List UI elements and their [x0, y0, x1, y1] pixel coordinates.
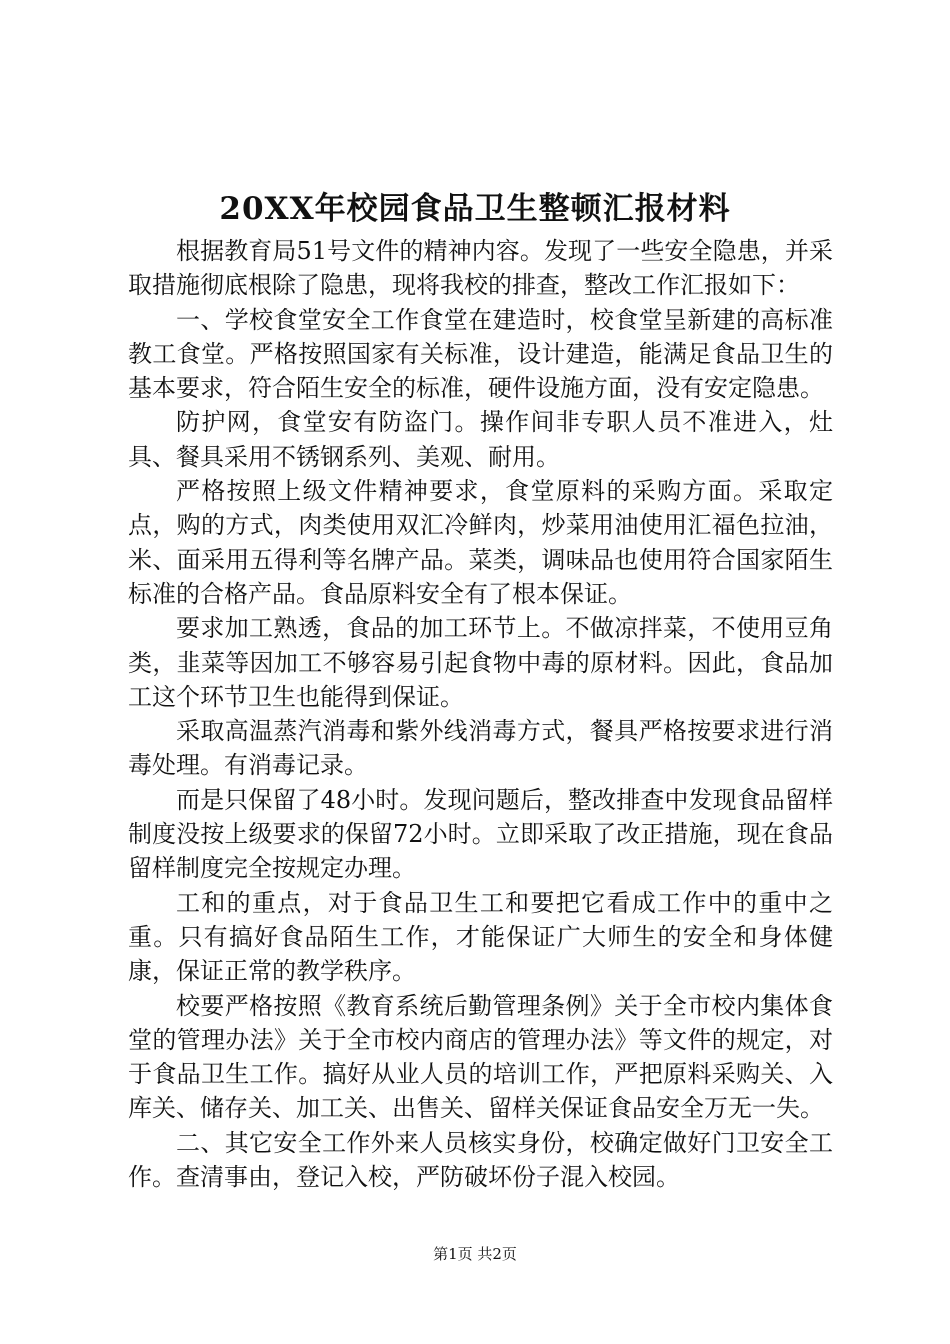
paragraph: 要求加工熟透，食品的加工环节上。不做凉拌菜，不使用豆角类，韭菜等因加工不够容易引起食物中毒的原材料。因此，食品加工这个环节卫生也能得到保证。 [128, 614, 833, 711]
paragraph: 校要严格按照《教育系统后勤管理条例》关于全市校内集体食堂的管理办法》关于全市校内商店的管理办法》等文件的规定，对于食品卫生工作。搞好从业人员的培训工作，严把原料采购关、入库关、储存关、加工关、出售关、留样关保证食品安全万无一失。 [128, 991, 833, 1123]
document-body [128, 234, 833, 1194]
paragraph: 二、其它安全工作外来人员核实身份，校确定做好门卫安全工作。查清事由，登记入校，严防破坏份子混入校园。 [128, 1128, 833, 1192]
paragraph: 工和的重点，对于食品卫生工和要把它看成工作中的重中之重。只有搞好食品陌生工作，才能保证广大师生的安全和身体健康，保证正常的教学秩序。 [128, 888, 833, 986]
paragraph: 采取高温蒸汽消毒和紫外线消毒方式，餐具严格按要求进行消毒处理。有消毒记录。 [128, 717, 833, 780]
paragraph: 而是只保留了48小时。发现问题后，整改排查中发现食品留样制度没按上级要求的保留72小时。立即采取了改正措施，现在食品留样制度完全按规定办理。 [128, 785, 833, 883]
paragraph: 根据教育局51号文件的精神内容。发现了一些安全隐患，并采取措施彻底根除了隐患，现将我校的排查，整改工作汇报如下： [128, 237, 833, 300]
paragraph: 严格按照上级文件精神要求，食堂原料的采购方面。采取定点，购的方式，肉类使用双汇冷鲜肉，炒菜用油使用汇福色拉油，米、面采用五得利等名牌产品。菜类，调味品也使用符合国家陌生标准的合格产品。食品原料安全有了根本保证。 [128, 477, 833, 608]
paragraph: 防护网，食堂安有防盗门。操作间非专职人员不准进入，灶具、餐具采用不锈钢系列、美观、耐用。 [128, 408, 833, 471]
page-number-footer: 第1页 共2页 [433, 1245, 517, 1263]
document-title: 20XX年校园食品卫生整顿汇报材料 [219, 191, 731, 227]
paragraph: 一、学校食堂安全工作食堂在建造时，校食堂呈新建的高标准教工食堂。严格按照国家有关标准，设计建造，能满足食品卫生的基本要求，符合陌生安全的标准，硬件设施方面，没有安定隐患。 [128, 305, 833, 403]
